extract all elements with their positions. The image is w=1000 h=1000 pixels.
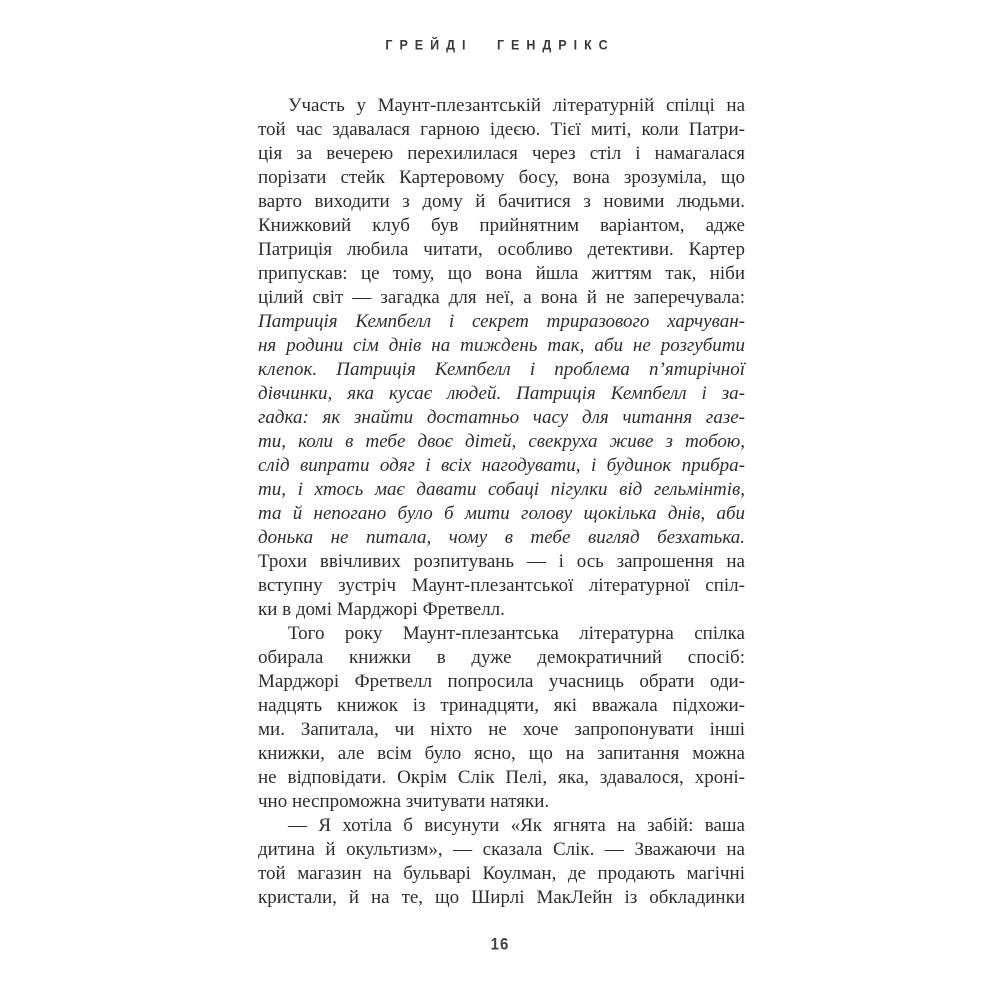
running-header: ГРЕЙДІ ГЕНДРІКС — [385, 37, 615, 53]
text-line: надцять книжок із тринадцяти, які вважала підхожи- — [258, 695, 745, 716]
text-line: клепок. Патриція Кемпбелл і проблема п’ятирічної — [258, 359, 745, 380]
text-line: ми. Запитала, чи ніхто не хоче запропонувати інші — [258, 719, 745, 740]
text-line: варто виходити з дому й бачитися з новими людьми. — [258, 191, 745, 212]
text-line: гадка: як знайти достатньо часу для читання газе- — [258, 407, 745, 428]
text-line: — Я хотіла б висунути «Як ягнята на забій: ваша — [288, 815, 745, 836]
text-line: ти, і хтось має давати собаці пігулки від гельмінтів, — [258, 479, 745, 500]
text-line: обирала книжки в дуже демократичний спосіб: — [258, 647, 745, 668]
text-line: порізати стейк Картеровому босу, вона зрозуміла, що — [258, 167, 745, 188]
text-line: ти, коли в тебе двоє дітей, свекруха живе з тобою, — [258, 431, 745, 452]
text-line: дівчинки, яка кусає людей. Патриція Кемпбелл і за- — [258, 383, 745, 404]
text-line: дитина й окультизм», — сказала Слік. — Зважаючи на — [258, 839, 745, 860]
text-line: вступну зустріч Маунт-плезантської літературної спіл- — [258, 575, 745, 596]
body-text — [258, 94, 745, 910]
text-line: той час здавалася гарною ідеєю. Тієї миті, коли Патри- — [258, 119, 745, 140]
text-line: Марджорі Фретвелл попросила учасниць обрати оди- — [258, 671, 745, 692]
text-line: ки в домі Марджорі Фретвелл. — [258, 599, 505, 620]
text-line: той магазин на бульварі Коулман, де продають магічні — [258, 863, 745, 884]
text-line: цілий світ — загадка для неї, а вона й не заперечувала: — [258, 287, 745, 308]
text-line: Того року Маунт-плезантська літературна спілка — [288, 623, 745, 644]
text-line: чно неспроможна зчитувати натяки. — [258, 791, 550, 812]
text-line: Участь у Маунт-плезантській літературній спілці на — [288, 95, 745, 116]
text-line: Трохи ввічливих розпитувань — і ось запрошення на — [258, 551, 745, 572]
text-line: ня родини сім днів на тиждень так, аби не розгубити — [258, 335, 745, 356]
text-line: Патриція любила читати, особливо детективи. Картер — [258, 239, 745, 260]
page-number: 16 — [490, 935, 510, 954]
text-line: Книжковий клуб був прийнятним варіантом, адже — [258, 215, 745, 236]
text-line: книжки, але всім було ясно, що на запитання можна — [258, 743, 745, 764]
text-line: Патриція Кемпбелл і секрет триразового харчуван- — [258, 311, 745, 332]
text-line: припускав: це тому, що вона йшла життям так, ніби — [258, 263, 745, 284]
text-line: та й непогано було б мити голову щокілька днів, аби — [258, 503, 745, 524]
text-line: донька не питала, чому в тебе вигляд безхатька. — [258, 527, 745, 548]
text-line: ція за вечерею перехилилася через стіл і намагалася — [258, 143, 745, 164]
text-line: слід випрати одяг і всіх нагодувати, і будинок прибра- — [258, 455, 745, 476]
text-line: не відповідати. Окрім Слік Пелі, яка, здавалося, хроні- — [258, 767, 745, 788]
text-line: кристали, й на те, що Ширлі МакЛейн із обкладинки — [258, 887, 745, 908]
